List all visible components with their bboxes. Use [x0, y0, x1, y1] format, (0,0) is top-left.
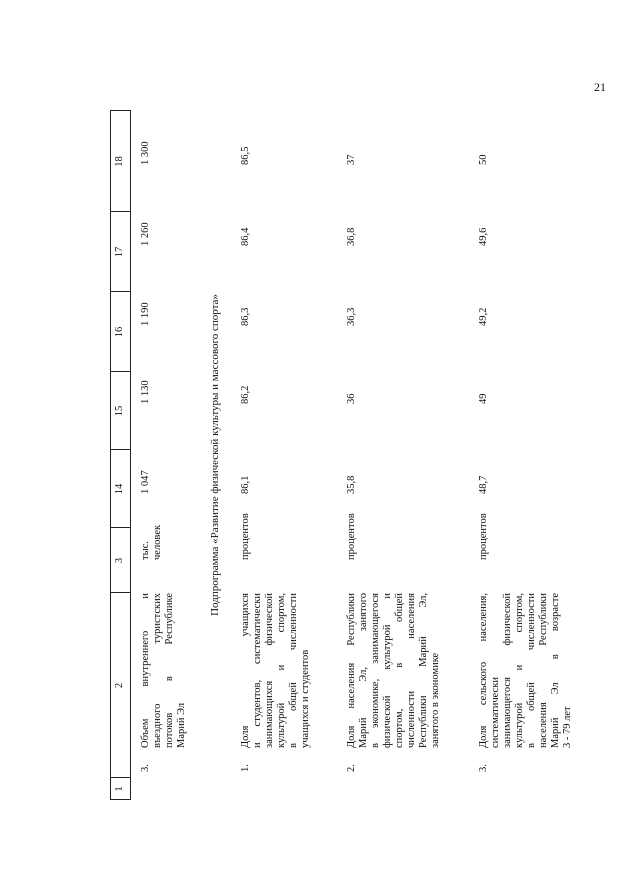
row-name-line: въездного туристских: [152, 593, 163, 748]
value-cell: 36,8: [346, 227, 357, 246]
row-name-line: 3 - 79 лет: [562, 706, 573, 748]
column-header: 16: [114, 326, 125, 338]
column-header: 3: [114, 557, 125, 564]
row-name-line: Республики Марий Эл,: [418, 593, 429, 748]
row-name-line: учащихся и студентов: [300, 649, 311, 748]
row-name-line: Доля учащихся: [240, 593, 251, 748]
value-cell: 86,1: [240, 475, 251, 494]
page-number: 21: [594, 80, 606, 94]
value-cell: 35,8: [346, 475, 357, 494]
value-cell: 86,2: [240, 385, 251, 404]
value-cell: 50: [478, 154, 489, 165]
row-name-line: спортом, в общей: [394, 593, 405, 748]
row-unit: процентов: [346, 513, 357, 560]
row-unit-line: тыс.: [140, 541, 151, 560]
row-name: [346, 593, 442, 748]
value-cell: 86,4: [240, 227, 251, 246]
row-name-line: потоков в Республике: [164, 593, 175, 748]
row-name-line: культурой и спортом,: [514, 593, 525, 748]
value-cell: 37: [346, 154, 357, 165]
row-number: 3.: [478, 764, 489, 772]
value-cell: 49: [478, 393, 489, 404]
row-unit: процентов: [240, 513, 251, 560]
row-name-line: в общей численности: [526, 593, 537, 748]
row-unit: [140, 525, 164, 560]
row-name-line: занимающегося физической: [502, 593, 513, 748]
value-cell: 1 047: [140, 470, 151, 494]
row-name-line: занимающихся физической: [264, 593, 275, 748]
table-rotated: [110, 110, 630, 800]
value-cell: 1 300: [140, 141, 151, 165]
row-name-line: Марий Эл в возрасте: [550, 593, 561, 748]
column-header: 2: [114, 682, 125, 689]
value-cell: 49,2: [478, 307, 489, 326]
column-header: 15: [114, 405, 125, 417]
row-name: [478, 593, 574, 748]
value-cell: 1 190: [140, 302, 151, 326]
row-name-line: Марий Эл: [176, 702, 187, 748]
row-name-line: в общей численности: [288, 593, 299, 748]
row-name-line: занятого в экономике: [430, 652, 441, 748]
table-top-border: [110, 110, 111, 800]
value-cell: 1 260: [140, 222, 151, 246]
row-number: 1.: [240, 764, 251, 772]
row-name-line: физической культурой и: [382, 593, 393, 748]
value-cell: 86,3: [240, 307, 251, 326]
row-unit: процентов: [478, 513, 489, 560]
table-header-border: [130, 110, 131, 800]
column-header: 14: [114, 483, 125, 495]
row-name-line: Доля населения Республики: [346, 593, 357, 748]
row-name-line: и студентов, систематически: [252, 593, 263, 748]
column-header: 18: [114, 156, 125, 167]
row-unit-line: человек: [152, 524, 163, 560]
row-name-line: населения Республики: [538, 593, 549, 748]
value-cell: 86,5: [240, 146, 251, 165]
value-cell: 36,3: [346, 307, 357, 326]
subprogram-title: Подпрограмма «Развитие физической культуры и массового спорта»: [209, 294, 221, 616]
column-header: 1: [114, 786, 125, 792]
row-name-line: культурой и спортом,: [276, 593, 287, 748]
row-name-line: численности населения: [406, 593, 417, 748]
value-cell: 48,7: [478, 475, 489, 494]
row-name-line: Объем внутреннего и: [140, 593, 151, 748]
row-name: [240, 593, 312, 748]
row-name-line: Марий Эл, занятого: [358, 593, 369, 748]
column-header: 17: [114, 246, 125, 258]
row-number: 2.: [346, 764, 357, 772]
row-name: [140, 593, 188, 748]
value-cell: 49,6: [478, 227, 489, 246]
row-number: 3.: [140, 764, 151, 772]
value-cell: 36: [346, 393, 357, 404]
value-cell: 1 130: [140, 380, 151, 404]
row-name-line: систематически: [490, 677, 501, 748]
row-name-line: Доля сельского населения,: [478, 593, 489, 748]
row-name-line: в экономике, занимающегося: [370, 593, 381, 748]
